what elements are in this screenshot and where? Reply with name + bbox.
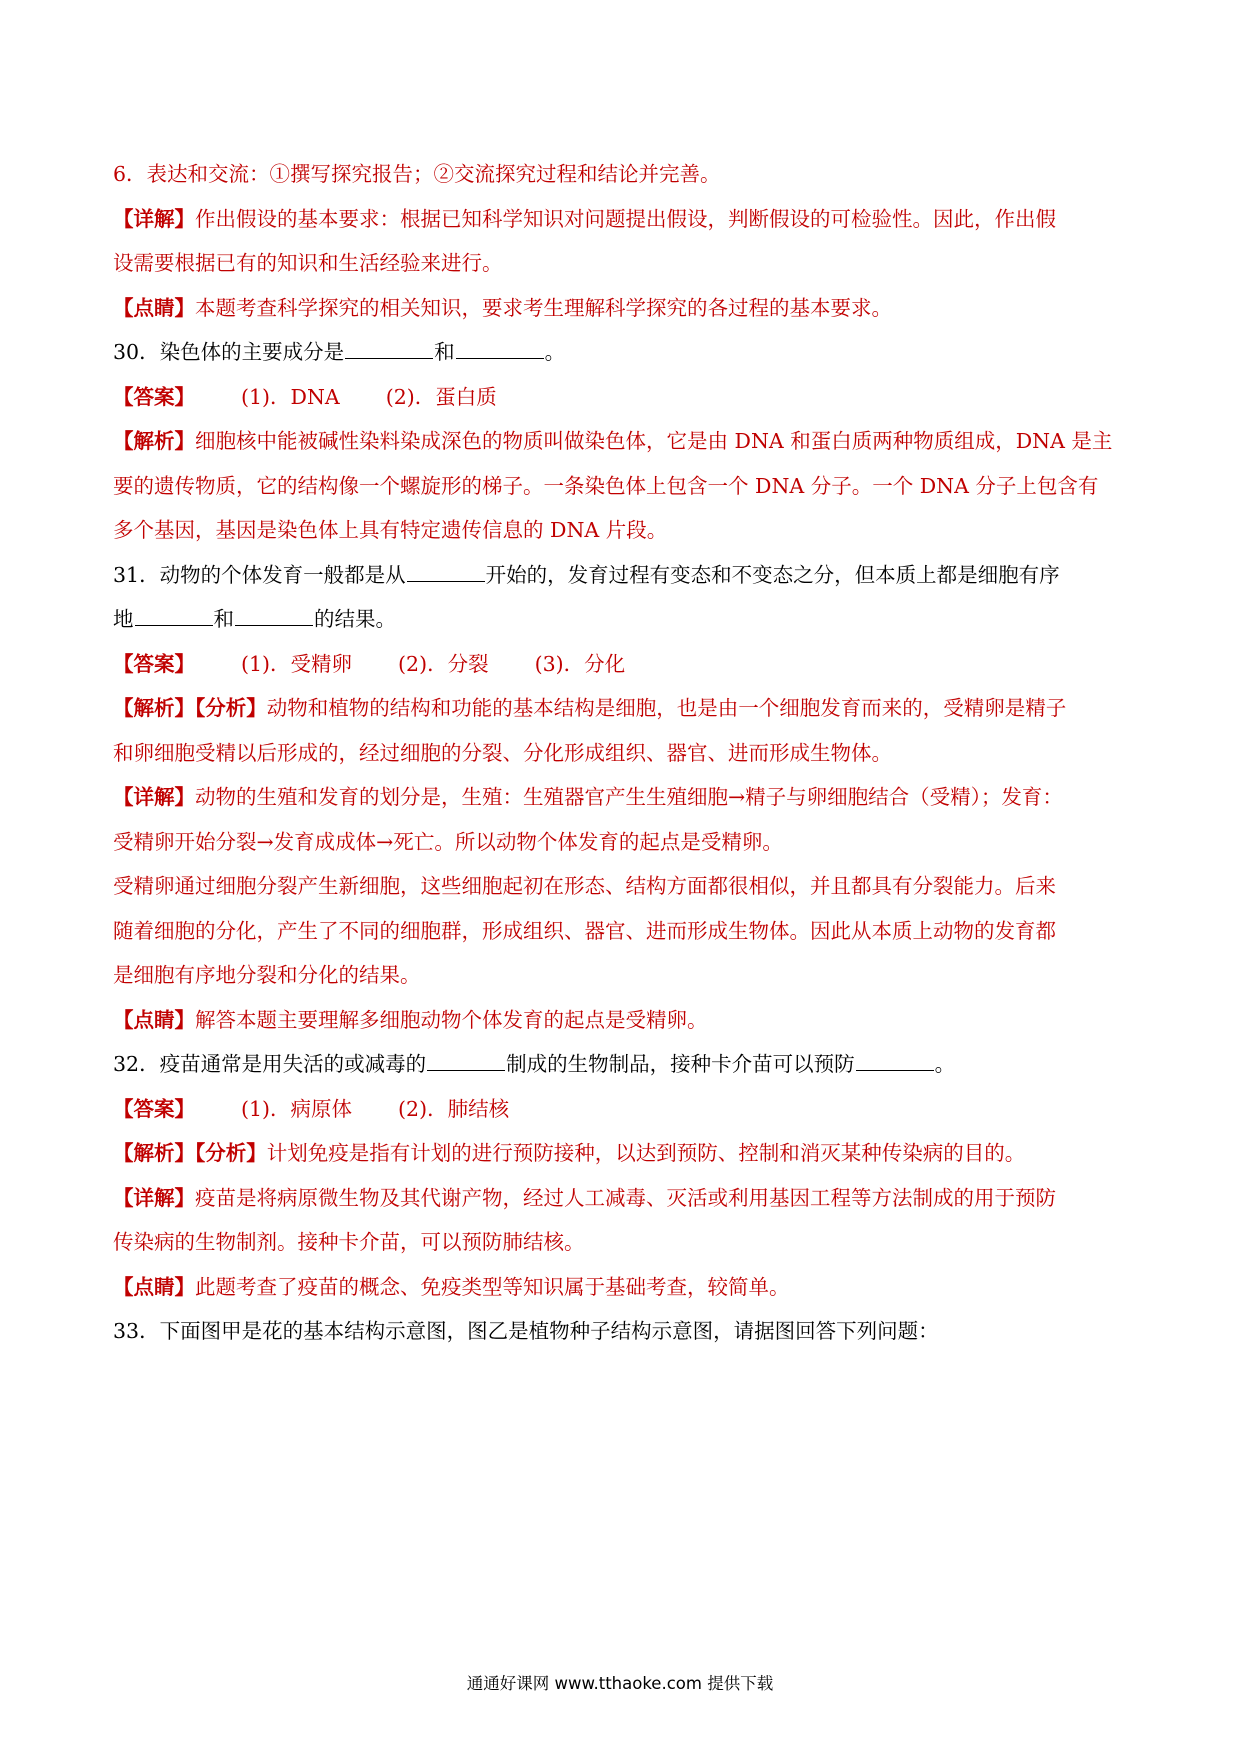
comment-tag: 【点睛】	[113, 296, 195, 320]
comment-line: 【点睛】此题考查了疫苗的概念、免疫类型等知识属于基础考查，较简单。	[113, 1275, 790, 1299]
answer-blank	[456, 338, 544, 359]
answer-tag: 【答案】	[113, 652, 195, 676]
detail-tag: 【详解】	[113, 785, 195, 809]
explanation-line: 【详解】作出假设的基本要求：根据已知科学知识对问题提出假设，判断假设的可检验性。因此，作出假	[113, 207, 1056, 231]
answer-31: 【答案】 (1)．受精卵 (2)．分裂 (3)．分化	[113, 652, 626, 676]
explanation-line: 【详解】动物的生殖和发育的划分是，生殖：生殖器官产生生殖细胞→精子与卵细胞结合（受精）；发育：	[113, 785, 1063, 809]
analysis-line: 【解析】【分析】计划免疫是指有计划的进行预防接种，以达到预防、控制和消灭某种传染病的目的。	[113, 1141, 1026, 1165]
question-33: 33．下面图甲是花的基本结构示意图，图乙是植物种子结构示意图，请据图回答下列问题：	[113, 1319, 939, 1343]
explanation-line: 【详解】疫苗是将病原微生物及其代谢产物，经过人工减毒、灭活或利用基因工程等方法制成的用于预防	[113, 1186, 1056, 1210]
comment-tag: 【点睛】	[113, 1275, 195, 1299]
analyze-tag: 【分析】	[195, 696, 267, 720]
comment-line: 【点睛】本题考查科学探究的相关知识，要求考生理解科学探究的各过程的基本要求。	[113, 296, 892, 320]
analysis-line: 【解析】【分析】动物和植物的结构和功能的基本结构是细胞，也是由一个细胞发育而来的，受精卵是精子	[113, 696, 1067, 720]
text-line: 随着细胞的分化，产生了不同的细胞群，形成组织、器官、进而形成生物体。因此从本质上动物的发育都	[113, 919, 1056, 943]
answer-blank	[235, 605, 313, 626]
text-line: 和卵细胞受精以后形成的，经过细胞的分裂、分化形成组织、器官、进而形成生物体。	[113, 741, 892, 765]
detail-tag: 【详解】	[113, 207, 195, 231]
answer-tag: 【答案】	[113, 385, 195, 409]
answer-blank	[856, 1050, 934, 1071]
text-line: 传染病的生物制剂。接种卡介苗，可以预防肺结核。	[113, 1230, 585, 1254]
text-line: 要的遗传物质，它的结构像一个螺旋形的梯子。一条染色体上包含一个 DNA 分子。一个 DNA 分子上包含有	[113, 474, 1099, 498]
question-32: 32．疫苗通常是用失活的或减毒的 制成的生物制品，接种卡介苗可以预防 。	[113, 1052, 956, 1076]
analysis-line: 【解析】细胞核中能被碱性染料染成深色的物质叫做染色体，它是由 DNA 和蛋白质两种物质组成，DNA 是主	[113, 429, 1113, 453]
comment-tag: 【点睛】	[113, 1008, 195, 1032]
question-30: 30．染色体的主要成分是 和 。	[113, 340, 566, 364]
answer-blank	[427, 1050, 505, 1071]
text-line: 受精卵开始分裂→发育成成体→死亡。所以动物个体发育的起点是受精卵。	[113, 830, 783, 854]
answer-blank	[135, 605, 213, 626]
text-line: 受精卵通过细胞分裂产生新细胞，这些细胞起初在形态、结构方面都很相似，并且都具有分裂能力。后来	[113, 874, 1056, 898]
analyze-tag: 【分析】	[195, 1141, 267, 1165]
text-line: 是细胞有序地分裂和分化的结果。	[113, 963, 421, 987]
analysis-tag: 【解析】	[113, 696, 195, 720]
answer-32: 【答案】 (1)．病原体 (2)．肺结核	[113, 1097, 510, 1121]
answer-tag: 【答案】	[113, 1097, 195, 1121]
text-line: 设需要根据已有的知识和生活经验来进行。	[113, 251, 503, 275]
answer-30: 【答案】 (1)．DNA (2)．蛋白质	[113, 385, 497, 409]
analysis-tag: 【解析】	[113, 429, 195, 453]
footer-source: 通通好课网 www.tthaoke.com 提供下载	[466, 1674, 774, 1693]
answer-blank	[407, 561, 485, 582]
comment-line: 【点睛】解答本题主要理解多细胞动物个体发育的起点是受精卵。	[113, 1008, 708, 1032]
detail-tag: 【详解】	[113, 1186, 195, 1210]
text-line: 6．表达和交流：①撰写探究报告；②交流探究过程和结论并完善。	[113, 162, 721, 186]
analysis-tag: 【解析】	[113, 1141, 195, 1165]
question-31-cont: 地 和 的结果。	[113, 607, 396, 631]
text-line: 多个基因，基因是染色体上具有特定遗传信息的 DNA 片段。	[113, 518, 668, 542]
answer-blank	[345, 338, 433, 359]
question-31: 31．动物的个体发育一般都是从 开始的，发育过程有变态和不变态之分，但本质上都是细胞有序	[113, 563, 1060, 587]
